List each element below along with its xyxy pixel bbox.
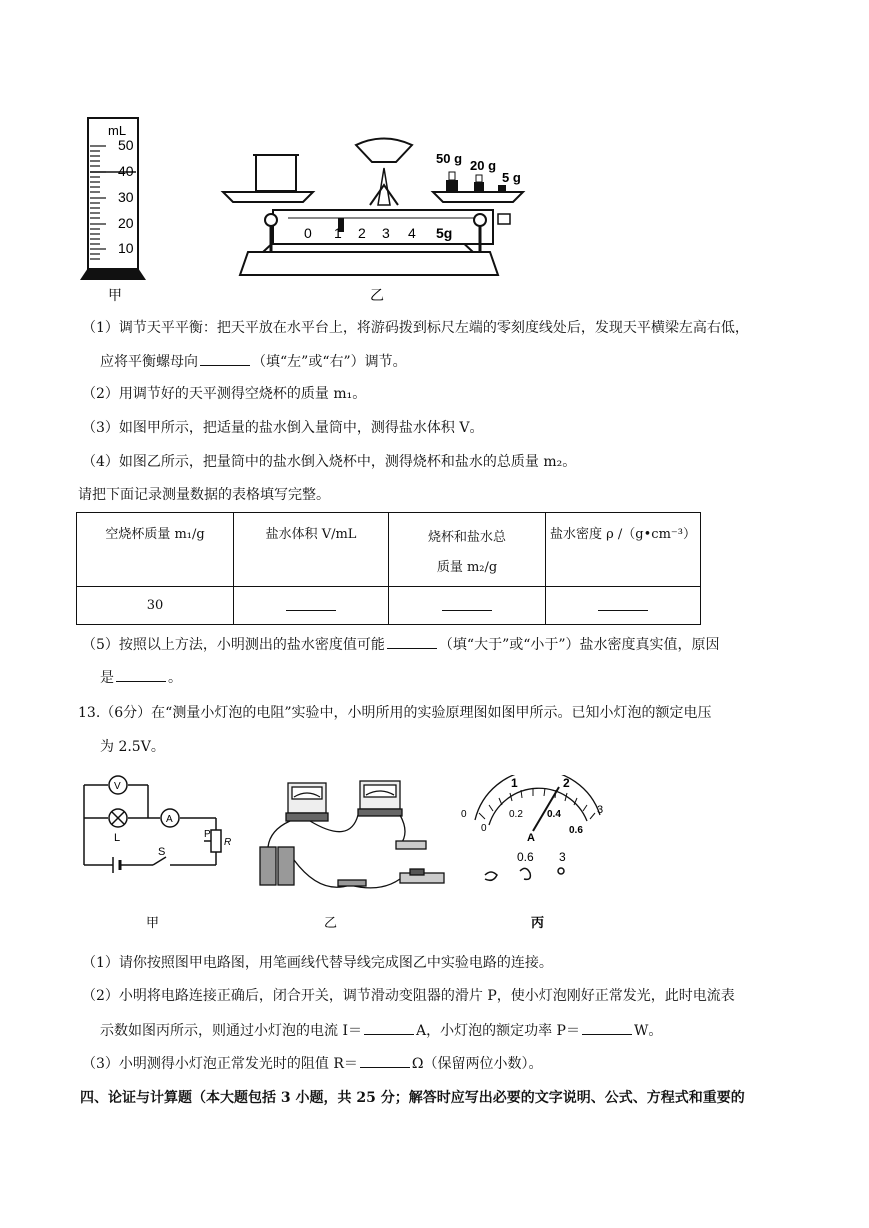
circuit-label-a: A (166, 814, 173, 825)
q13-title-line1: 13.（6分）在“测量小灯泡的电阻”实验中，小明所用的实验原理图如图甲所示。已知小灯泡的额定电压 (78, 705, 712, 721)
scale-0: 0 (304, 225, 312, 241)
weight-20g: 20 g (470, 158, 497, 173)
q12-step5-reason-suffix: 。 (168, 670, 182, 686)
balance (223, 139, 523, 305)
answer-blank-density[interactable] (598, 596, 648, 611)
figure-circuit-diagram (78, 775, 248, 935)
cylinder-unit: mL (108, 123, 127, 138)
cylinder-tick-10: 10 (118, 240, 134, 256)
scale-5g: 5g (436, 225, 453, 241)
q12-step1-line2 (100, 351, 407, 372)
cylinder-tick-30: 30 (118, 189, 134, 205)
q13-step2-suffix: W。 (633, 1023, 663, 1039)
header-total-mass (389, 513, 546, 587)
header-total-mass-line1: 烧杯和盐水总 (427, 530, 506, 545)
ammeter-caption: 丙 (531, 916, 545, 931)
q13-step2-line2 (100, 1020, 662, 1041)
q13-step2-mid: A，小灯泡的额定功率 P＝ (415, 1023, 580, 1039)
header-empty-beaker-mass: 空烧杯质量 m₁/g (77, 513, 234, 587)
table-header-row (77, 513, 701, 587)
q13-step3-prefix: （3）小明测得小灯泡正常发光时的阻值 R＝ (82, 1056, 358, 1072)
figure-apparatus (250, 775, 450, 935)
q13-step3 (82, 1053, 543, 1074)
figure-ammeter (455, 775, 615, 935)
q12-step1-prefix: 应将平衡螺母向 (100, 354, 198, 370)
meter-unit: A (527, 832, 535, 844)
q12-step5-reason-prefix: 是 (100, 670, 114, 686)
answer-blank-compare[interactable] (387, 634, 437, 649)
meter-label-bottom-0: 0 (481, 823, 487, 834)
figure-cylinder-balance (78, 110, 538, 310)
meter-label-bottom-0.4: 0.4 (547, 809, 561, 820)
meter-terminal-3: 3 (559, 850, 566, 864)
meter-label-left-0: 0 (461, 809, 467, 820)
answer-blank-total-mass[interactable] (442, 596, 492, 611)
circuit-label-p: P (204, 829, 211, 840)
circuit-label-l: L (114, 832, 121, 844)
answer-blank-direction[interactable] (200, 351, 250, 366)
q12-step5-prefix: （5）按照以上方法，小明测出的盐水密度值可能 (82, 637, 385, 653)
q12-step4: （4）如图乙所示，把量筒中的盐水倒入烧杯中，测得烧杯和盐水的总质量 m₂。 (82, 454, 577, 470)
circuit-label-s: S (158, 846, 166, 858)
q12-step5-suffix: （填“大于”或“小于”）盐水密度真实值，原因 (438, 637, 720, 653)
graduated-cylinder (80, 118, 146, 304)
balance-caption: 乙 (370, 288, 384, 304)
table-data-row (77, 587, 701, 625)
scale-1: 1 (334, 225, 342, 241)
scale-2: 2 (358, 225, 366, 241)
q13-step1: （1）请你按照图甲电路图，用笔画线代替导线完成图乙中实验电路的连接。 (82, 955, 553, 971)
scale-4: 4 (408, 225, 416, 241)
cylinder-tick-50: 50 (118, 137, 134, 153)
header-brine-volume: 盐水体积 V/mL (234, 513, 389, 587)
meter-label-bottom-0.6: 0.6 (569, 825, 583, 836)
header-brine-density: 盐水密度 ρ /（g•cm⁻³） (546, 513, 701, 587)
meter-terminal-0.6: 0.6 (517, 850, 534, 864)
cell-brine-volume[interactable] (234, 587, 389, 625)
weight-5g: 5 g (502, 170, 521, 185)
circuit-label-v: V (114, 781, 121, 792)
cylinder-tick-20: 20 (118, 215, 134, 231)
q12-step2: （2）用调节好的天平测得空烧杯的质量 m₁。 (82, 386, 367, 402)
cell-brine-density[interactable] (546, 587, 701, 625)
meter-label-top-1: 1 (511, 776, 518, 790)
scale-3: 3 (382, 225, 390, 241)
q13-step3-suffix: Ω（保留两位小数）。 (411, 1056, 543, 1072)
apparatus-caption: 乙 (324, 916, 338, 931)
q12-step5-line1 (82, 634, 720, 655)
weight-50g: 50 g (436, 151, 463, 166)
section-4-heading: 四、论证与计算题（本大题包括 3 小题，共 25 分；解答时应写出必要的文字说明、公式、方程式和重要的 (80, 1090, 745, 1106)
q13-step2-line1: （2）小明将电路连接正确后，闭合开关，调节滑动变阻器的滑片 P，使小灯泡刚好正常发光，此时电流表 (82, 988, 735, 1004)
cylinder-caption: 甲 (108, 288, 122, 304)
cell-empty-beaker-mass: 30 (77, 587, 234, 625)
data-table (76, 512, 701, 625)
circuit-caption: 甲 (146, 916, 160, 931)
meter-label-bottom-0.2: 0.2 (509, 809, 523, 820)
cell-total-mass[interactable] (389, 587, 546, 625)
answer-blank-power[interactable] (582, 1020, 632, 1035)
meter-label-right-3: 3 (597, 804, 604, 816)
q12-step3: （3）如图甲所示，把适量的盐水倒入量筒中，测得盐水体积 V。 (82, 420, 484, 436)
q12-step1-line1: （1）调节天平平衡：把天平放在水平台上，将游码拨到标尺左端的零刻度线处后，发现天平横梁左高右低， (82, 320, 749, 336)
q13-title-line2: 为 2.5V。 (100, 739, 165, 755)
meter-label-top-2: 2 (563, 776, 570, 790)
cylinder-tick-40: 40 (118, 163, 134, 179)
answer-blank-resistance[interactable] (360, 1053, 410, 1068)
q13-step2-prefix: 示数如图丙所示，则通过小灯泡的电流 I＝ (100, 1023, 362, 1039)
answer-blank-volume[interactable] (286, 596, 336, 611)
q12-step1-suffix: （填“左”或“右”）调节。 (252, 354, 407, 370)
answer-blank-reason[interactable] (116, 667, 166, 682)
table-intro: 请把下面记录测量数据的表格填写完整。 (78, 487, 330, 503)
q12-step5-line2 (100, 667, 182, 688)
header-total-mass-line2: 质量 m₂/g (436, 560, 498, 575)
circuit-label-r: R (224, 837, 232, 848)
answer-blank-current[interactable] (364, 1020, 414, 1035)
